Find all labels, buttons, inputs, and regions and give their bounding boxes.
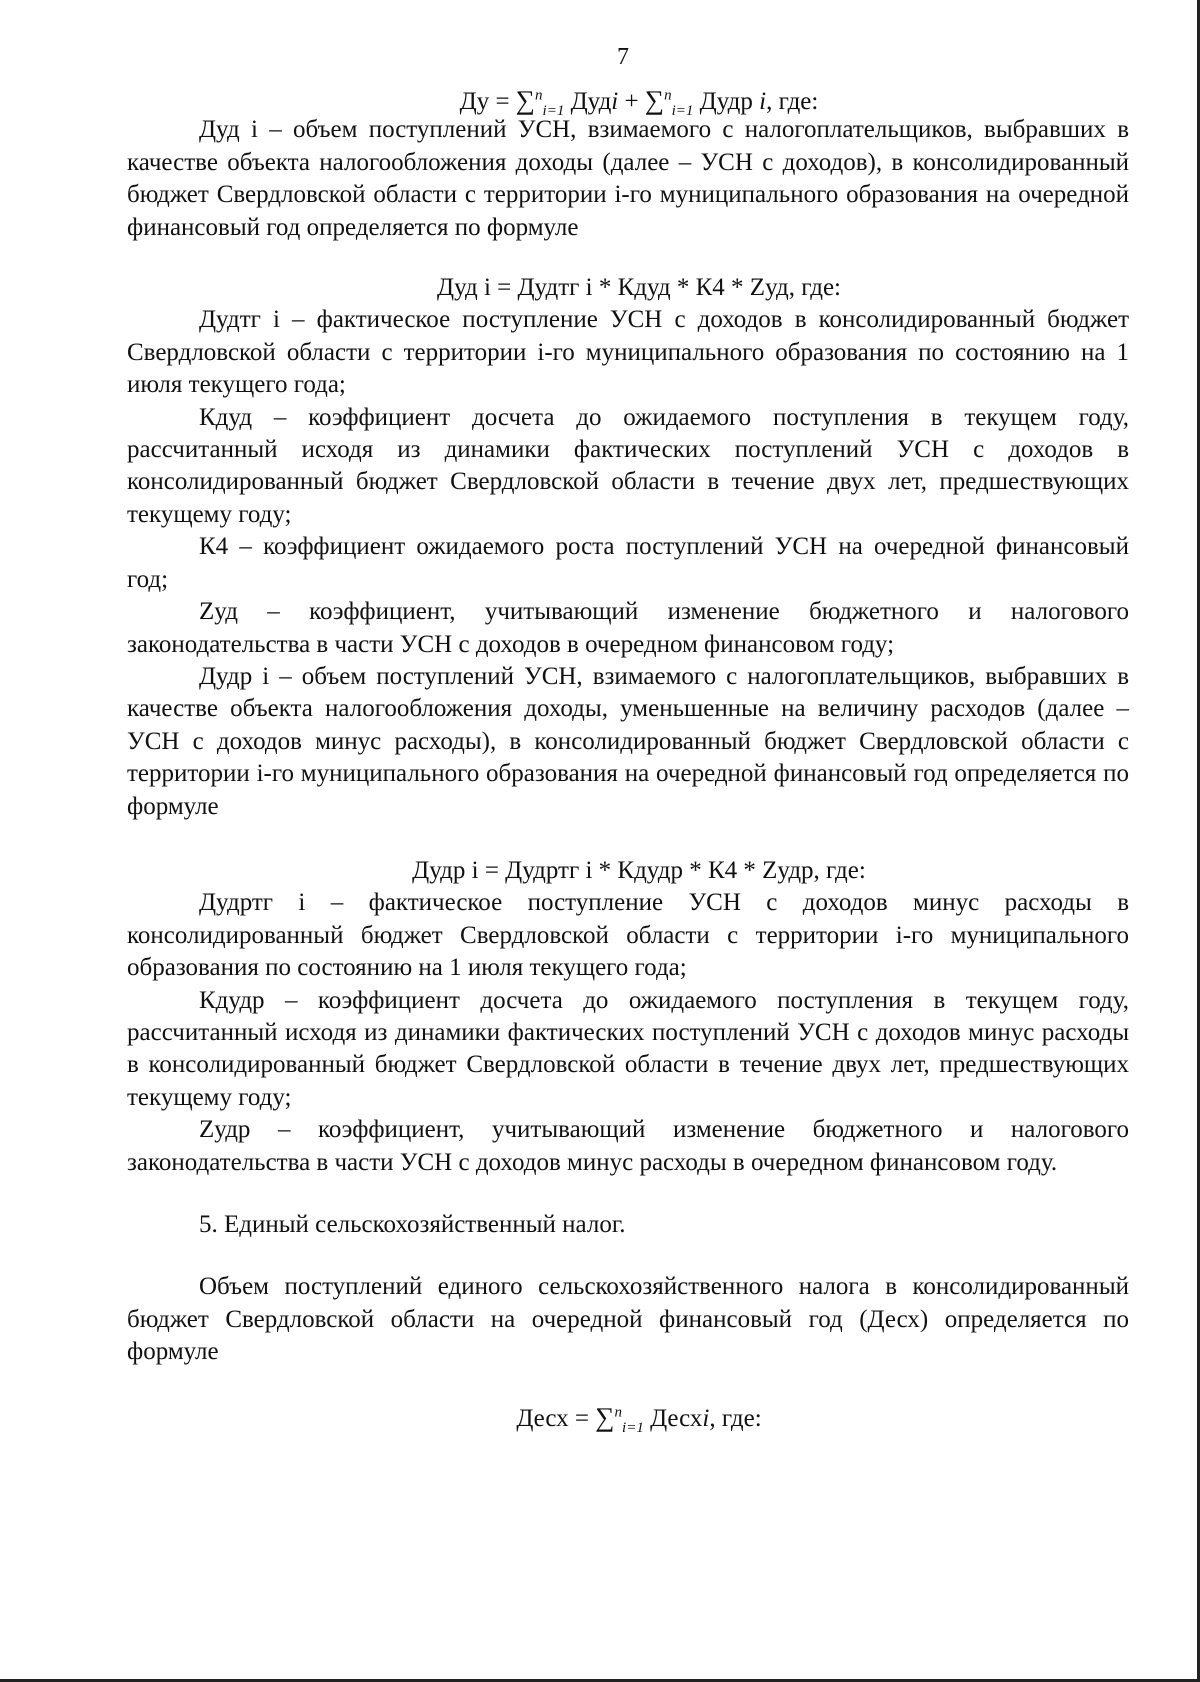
formula-desh-left: Десх = — [516, 1404, 596, 1432]
formula-desh-index-var: i — [702, 1404, 710, 1432]
paragraph-dudtg: Дудтг i – фактическое поступление УСН с доходов в консолидированный бюджет Свердловской области с территории i-го муниципального образования по состоянию на 1 июля текущего года; — [127, 306, 1129, 399]
paragraph-zudr: Zудр – коэффициент, учитывающий изменение бюджетного и налогового законодательства в части УСН с доходов минус расходы в очередном финансовом году. — [127, 1116, 1129, 1176]
formula-desh — [127, 1401, 1129, 1435]
sum-upper-bound: n — [614, 1404, 623, 1421]
sum-upper-bound: n — [664, 87, 672, 104]
formula-dy-index-var: i — [611, 88, 619, 115]
formula-desh-suffix: , где: — [709, 1404, 762, 1432]
formula-dy-index-var: i — [759, 88, 767, 115]
paragraph-dud: Дуд i – объем поступлений УСН, взимаемого с налогоплательщиков, выбравших в качестве объекта налогообложения доходы (далее – УСН с доходов), в консолидированный бюджет Свердловской области с территории i-го муниципального образования на очередной финансовый год определяется по формуле — [127, 116, 1129, 241]
sum-lower-bound: i=1 — [671, 103, 694, 119]
paragraph-dudr: Дудр i – объем поступлений УСН, взимаемого с налогоплательщиков, выбравших в качестве объекта налогообложения доходы, уменьшенные на величину расходов (далее – УСН с доходов минус расходы), в консолидированный бюджет Свердловской области с территории i-го муниципального образования на очередной финансовый год определяется по формуле — [127, 662, 1129, 820]
formula-dy-term2: Дудр — [693, 88, 760, 115]
page-number: 7 — [617, 44, 629, 70]
paragraph-zud: Zуд – коэффициент, учитывающий изменение бюджетного и налогового законодательства в части УСН с доходов в очередном финансовом году; — [127, 598, 1129, 658]
sum-lower-bound: i=1 — [622, 1419, 644, 1436]
formula-dudr: Дудр i = Дудртг i * Кдудр * К4 * Zудр, где: — [412, 856, 866, 884]
section-heading: 5. Единый сельскохозяйственный налог. — [199, 1211, 626, 1238]
sigma-symbol: ∑ — [595, 1401, 615, 1432]
formula-dy-left: Ду = — [459, 88, 516, 115]
formula-dy-plus: + — [618, 88, 645, 115]
paragraph-kdudr: Кдудр – коэффициент досчета до ожидаемого поступления в текущем году, рассчитанный исходя из динамики фактических поступлений УСН с доходов минус расходы в консолидированный бюджет Свердловской области в течение двух лет, предшествующих текущему году; — [127, 986, 1129, 1111]
paragraph-dudrtg: Дудртг i – фактическое поступление УСН с доходов минус расходы в консолидированный бюджет Свердловской области с территории i-го муниципального образования по состоянию на 1 июля текущего года; — [127, 889, 1129, 982]
paragraph-kdud: Кдуд – коэффициент досчета до ожидаемого поступления в текущем году, рассчитанный исходя из динамики фактических поступлений УСН с доходов в консолидированный бюджет Свердловской области в течение двух лет, предшествующих текущему году; — [127, 403, 1129, 528]
formula-dy-term1: Дуд — [564, 88, 612, 115]
paragraph-esh: Объем поступлений единого сельскохозяйственного налога в консолидированный бюджет Свердловской области на очередной финансовый год (Десх) определяется по формуле — [127, 1273, 1129, 1366]
formula-dy-suffix: , где: — [766, 88, 819, 115]
formula-dy — [127, 84, 1129, 118]
formula-dud: Дуд i = Дудтг i * Кдуд * К4 * Zуд, где: — [437, 274, 841, 302]
sum-upper-bound: n — [535, 87, 543, 104]
sigma-symbol: ∑ — [644, 85, 665, 115]
paragraph-k4: К4 – коэффициент ожидаемого роста поступлений УСН на очередной финансовый год; — [127, 533, 1129, 593]
document-body — [127, 84, 1129, 1435]
sum-lower-bound: i=1 — [542, 103, 565, 119]
formula-desh-term: Десх — [643, 1404, 703, 1432]
sigma-symbol: ∑ — [515, 85, 536, 115]
